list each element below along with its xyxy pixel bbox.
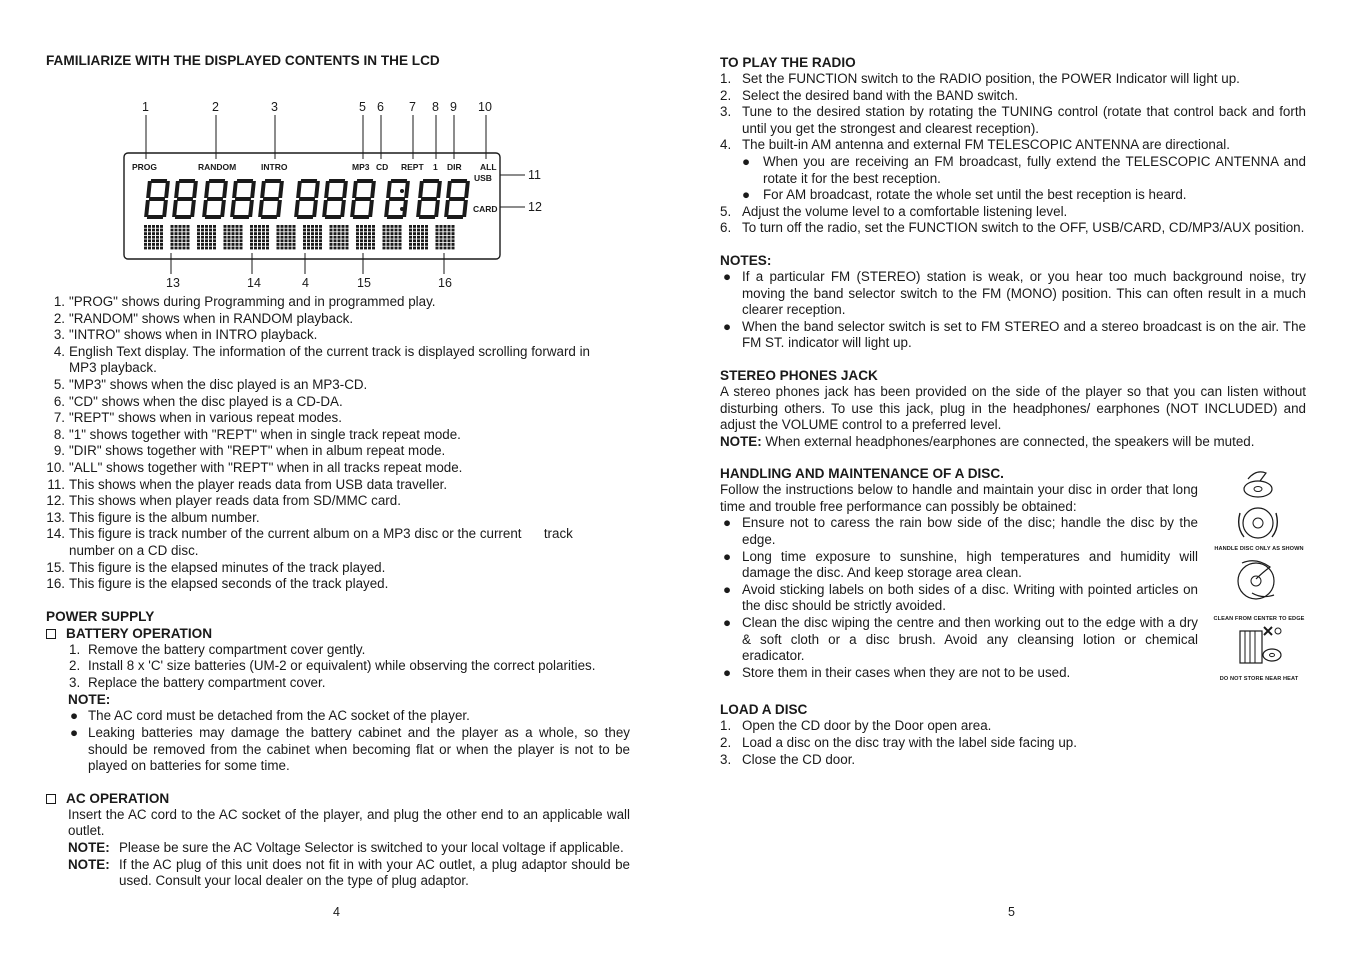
- list-item: 8. "1" shows together with "REPT" when in single track repeat mode.: [53, 426, 461, 442]
- list-item: 2. Install 8 x 'C' size batteries (UM-2 or equivalent) while observing the correct polarities.: [69, 658, 596, 674]
- list-item: 1. Set the FUNCTION switch to the RADIO position, the POWER Indicator will light up.: [720, 71, 1240, 86]
- bullet-icon: ●: [723, 318, 732, 334]
- list-item: 3. Replace the battery compartment cover.: [69, 674, 326, 690]
- callout-13: 13: [166, 276, 180, 290]
- list-item: ● The AC cord must be detached from the AC socket of the player.: [46, 708, 630, 725]
- lcd-intro-label: INTRO: [261, 162, 288, 172]
- bullet-icon: ●: [742, 187, 751, 203]
- callout-9: 9: [450, 100, 457, 114]
- right-page: [720, 52, 1306, 768]
- list-item: 1. Open the CD door by the Door open area.: [720, 718, 992, 734]
- lcd-rept-label: REPT: [401, 162, 424, 172]
- disc-handling-illustrations: [1212, 469, 1306, 681]
- lcd-digit: [172, 179, 198, 219]
- battery-steps: [46, 642, 630, 692]
- clean-disc-icon: [1212, 553, 1306, 609]
- list-item: 4. The built-in AM antenna and external FM TELESCOPIC ANTENNA are directional.: [720, 137, 1230, 153]
- lcd-prog-label: PROG: [132, 162, 158, 172]
- list-item: 3. "INTRO" shows when in INTRO playback.: [53, 327, 318, 343]
- list-item: 1. "PROG" shows during Programming and in programmed play.: [53, 294, 436, 309]
- list-item: 12. This shows when player reads data from SD/MMC card.: [46, 493, 401, 509]
- callout-15: 15: [357, 276, 371, 290]
- lcd-dot-matrix-char: [436, 225, 455, 249]
- lcd-one-label: 1: [433, 162, 438, 172]
- list-item: 3. Tune to the desired station by rotating the TUNING control (rotate that control back and forth until you get the strongest and clearest reception).: [720, 104, 1306, 136]
- lcd-dot-matrix-char: [224, 225, 243, 249]
- lcd-card-label: CARD: [473, 204, 498, 214]
- list-item: 11. This shows when the player reads data from USB data traveller.: [47, 476, 448, 492]
- notes-title: NOTES:: [720, 252, 772, 268]
- lcd-dot-matrix-char: [303, 225, 322, 249]
- callout-4: 4: [302, 276, 309, 290]
- lcd-dot-matrix-char: [277, 225, 296, 249]
- list-item: 15. This figure is the elapsed minutes of the track played.: [46, 559, 386, 575]
- lcd-illustration: [46, 75, 630, 290]
- bullet-icon: ●: [723, 268, 732, 284]
- list-item: 13. This figure is the album number.: [46, 509, 260, 525]
- lcd-cd-label: CD: [376, 162, 389, 172]
- lcd-dot-matrix-char: [171, 225, 190, 249]
- list-item: ● Leaking batteries may damage the battery cabinet and the player as a whole, so they should be removed from the cabinet when becoming flat or when the player is not to be played on batteries for some time.: [46, 725, 630, 775]
- list-item: ● When the band selector switch is set to FM STEREO and a stereo broadcast is on the air. The FM ST. indicator will light up.: [720, 319, 1306, 352]
- list-item: 4. English Text display. The information of the current track is displayed scrolling forward in MP3 playback.: [53, 343, 590, 376]
- battery-operation-title: BATTERY OPERATION: [46, 625, 630, 642]
- ac-operation-text: Insert the AC cord to the AC socket of the player, and plug the other end to an applicable wall outlet.: [68, 806, 630, 839]
- phones-title: STEREO PHONES JACK: [720, 367, 878, 383]
- lcd-random-label: RANDOM: [198, 162, 237, 172]
- heat-disc-caption: DO NOT STORE NEAR HEAT: [1219, 676, 1299, 683]
- list-item: 2. "RANDOM" shows when in RANDOM playback.: [53, 310, 354, 326]
- hand-disc-icon: [1212, 469, 1306, 543]
- lcd-usb-label: USB: [474, 173, 492, 183]
- list-item: 10. "ALL" shows together with "REPT" when in all tracks repeat mode.: [46, 459, 463, 475]
- callout-6: 6: [377, 100, 384, 114]
- ac-operation-title: AC OPERATION: [46, 790, 630, 807]
- page-number-right: 5: [1008, 905, 1015, 919]
- list-item: ● Avoid sticking labels on both sides of a disc. Writing with pointed articles on the disc should be strictly avoided.: [720, 582, 1198, 615]
- power-supply-title: POWER SUPPLY: [46, 608, 155, 624]
- list-item: 2. Load a disc on the disc tray with the label side facing up.: [720, 735, 1077, 750]
- list-item: ● Long time exposure to sunshine, high temperatures and humidity will damage the disc. And keep storage area clean.: [720, 549, 1198, 582]
- bullet-icon: ●: [742, 153, 751, 169]
- list-item: ● If a particular FM (STEREO) station is weak, or you hear too much background noise, try moving the band selector switch to the FM (MONO) position. This can often result in a much clearer reception.: [720, 269, 1306, 319]
- list-item: 6. To turn off the radio, set the FUNCTION switch to the OFF, USB/CARD, CD/MP3/AUX position.: [720, 220, 1305, 236]
- lcd-digit: [202, 179, 228, 219]
- list-item: ● When you are receiving an FM broadcast, fully extend the TELESCOPIC ANTENNA and rotate it for the best reception.: [720, 154, 1306, 187]
- list-item: ● Ensure not to caress the rain bow side of the disc; handle the disc by the edge.: [720, 515, 1198, 548]
- list-item: 2. Select the desired band with the BAND switch.: [720, 87, 1019, 103]
- lcd-dot-matrix-char: [383, 225, 402, 249]
- lcd-digit: [350, 179, 376, 219]
- lcd-digit: [384, 179, 410, 219]
- list-item: 9. "DIR" shows together with "REPT" when in album repeat mode.: [53, 443, 446, 459]
- list-item: 3. Close the CD door.: [720, 751, 856, 767]
- callout-12: 12: [528, 200, 542, 214]
- list-item: 16. This figure is the elapsed seconds of the track played.: [46, 576, 389, 592]
- callout-10: 10: [478, 100, 492, 114]
- lcd-dot-matrix-char: [144, 225, 163, 249]
- list-item: 7. "REPT" shows when in various repeat modes.: [53, 410, 342, 426]
- checkbox-icon: [46, 794, 56, 804]
- ac-note: NOTE: If the AC plug of this unit does not fit in with your AC outlet, a plug adaptor should be used. Consult your local dealer on the type of plug adaptor.: [68, 856, 630, 889]
- lcd-digit: [322, 179, 348, 219]
- handle-disc-figure: [1212, 469, 1306, 553]
- heat-disc-figure: [1212, 621, 1306, 681]
- lcd-digit: [258, 179, 284, 219]
- list-item: ● For AM broadcast, rotate the whole set until the best reception is heard.: [720, 187, 1306, 204]
- callout-3: 3: [271, 100, 278, 114]
- list-item: 1. Remove the battery compartment cover gently.: [69, 641, 366, 657]
- lcd-dot-matrix-char: [197, 225, 216, 249]
- lcd-digit: [444, 179, 470, 219]
- lcd-digit: [294, 179, 320, 219]
- lcd-digit: [144, 179, 170, 219]
- callout-5: 5: [359, 100, 366, 114]
- list-item: 6. "CD" shows when the disc played is a CD-DA.: [53, 393, 343, 409]
- lcd-digit: [416, 179, 442, 219]
- bullet-icon: ●: [723, 581, 732, 597]
- bullet-icon: ●: [70, 708, 79, 724]
- lcd-diagram: [46, 75, 630, 290]
- lcd-dot-matrix-char: [330, 225, 349, 249]
- clean-disc-figure: [1212, 553, 1306, 623]
- lcd-section-title: FAMILIARIZE WITH THE DISPLAYED CONTENTS IN THE LCD: [46, 53, 440, 68]
- lcd-dot-matrix-char: [356, 225, 375, 249]
- lcd-dot-matrix-char: [409, 225, 428, 249]
- lcd-dot-matrix-char: [250, 225, 269, 249]
- disc-section: [720, 465, 1306, 681]
- radio-title: TO PLAY THE RADIO: [720, 55, 856, 70]
- bullet-icon: ●: [723, 615, 732, 631]
- handle-disc-caption: HANDLE DISC ONLY AS SHOWN: [1214, 546, 1304, 553]
- callout-16: 16: [438, 276, 452, 290]
- phones-text: A stereo phones jack has been provided on the side of the player so that you can listen without disturbing others. To use this jack, plug in the headphones/ earphones (NOT INCLUDED) and adjust the VOLUME control to a preferred level.: [720, 383, 1306, 433]
- heat-warning-icon: [1212, 621, 1306, 671]
- callout-2: 2: [212, 100, 219, 114]
- disc-title: HANDLING AND MAINTENANCE OF A DISC.: [720, 466, 1004, 482]
- list-item: ● Store them in their cases when they are not to be used.: [720, 665, 1198, 682]
- bullet-icon: ●: [70, 725, 79, 741]
- lcd-mp3-label: MP3: [352, 162, 370, 172]
- callout-14: 14: [247, 276, 261, 290]
- battery-note-label: NOTE:: [68, 692, 111, 708]
- bullet-icon: ●: [723, 664, 732, 680]
- ac-note: NOTE: Please be sure the AC Voltage Selector is switched to your local voltage if applicable.: [68, 840, 624, 856]
- left-page: [46, 52, 630, 890]
- lcd-legend-list: [46, 294, 630, 593]
- bullet-icon: ●: [723, 548, 732, 564]
- list-item: 5. "MP3" shows when the disc played is an MP3-CD.: [53, 376, 368, 392]
- bullet-icon: ●: [723, 515, 732, 531]
- load-disc-title: LOAD A DISC: [720, 702, 808, 718]
- checkbox-icon: [46, 629, 56, 639]
- callout-11: 11: [528, 168, 541, 182]
- callout-8: 8: [432, 100, 439, 114]
- clean-disc-caption: CLEAN FROM CENTER TO EDGE: [1213, 616, 1305, 623]
- lcd-dir-label: DIR: [447, 162, 462, 172]
- callout-7: 7: [409, 100, 416, 114]
- lcd-digit: [230, 179, 256, 219]
- list-item: 14. This figure is track number of the current album on a MP3 disc or the current track number on a CD disc.: [46, 526, 577, 558]
- phones-note: NOTE: When external headphones/earphones are connected, the speakers will be muted.: [720, 433, 1255, 449]
- list-item: ● Clean the disc wiping the centre and then working out to the edge with a dry & soft cloth or a disc brush. Avoid any cleansing lotion or chemical eradicator.: [720, 615, 1198, 665]
- lcd-all-label: ALL: [480, 162, 497, 172]
- list-item: 5. Adjust the volume level to a comfortable listening level.: [720, 203, 1068, 219]
- disc-intro: Follow the instructions below to handle and maintain your disc in order that long time and trouble free performance can possibly be obtained:: [720, 482, 1198, 514]
- callout-1: 1: [142, 100, 149, 114]
- page-number-left: 4: [333, 905, 340, 919]
